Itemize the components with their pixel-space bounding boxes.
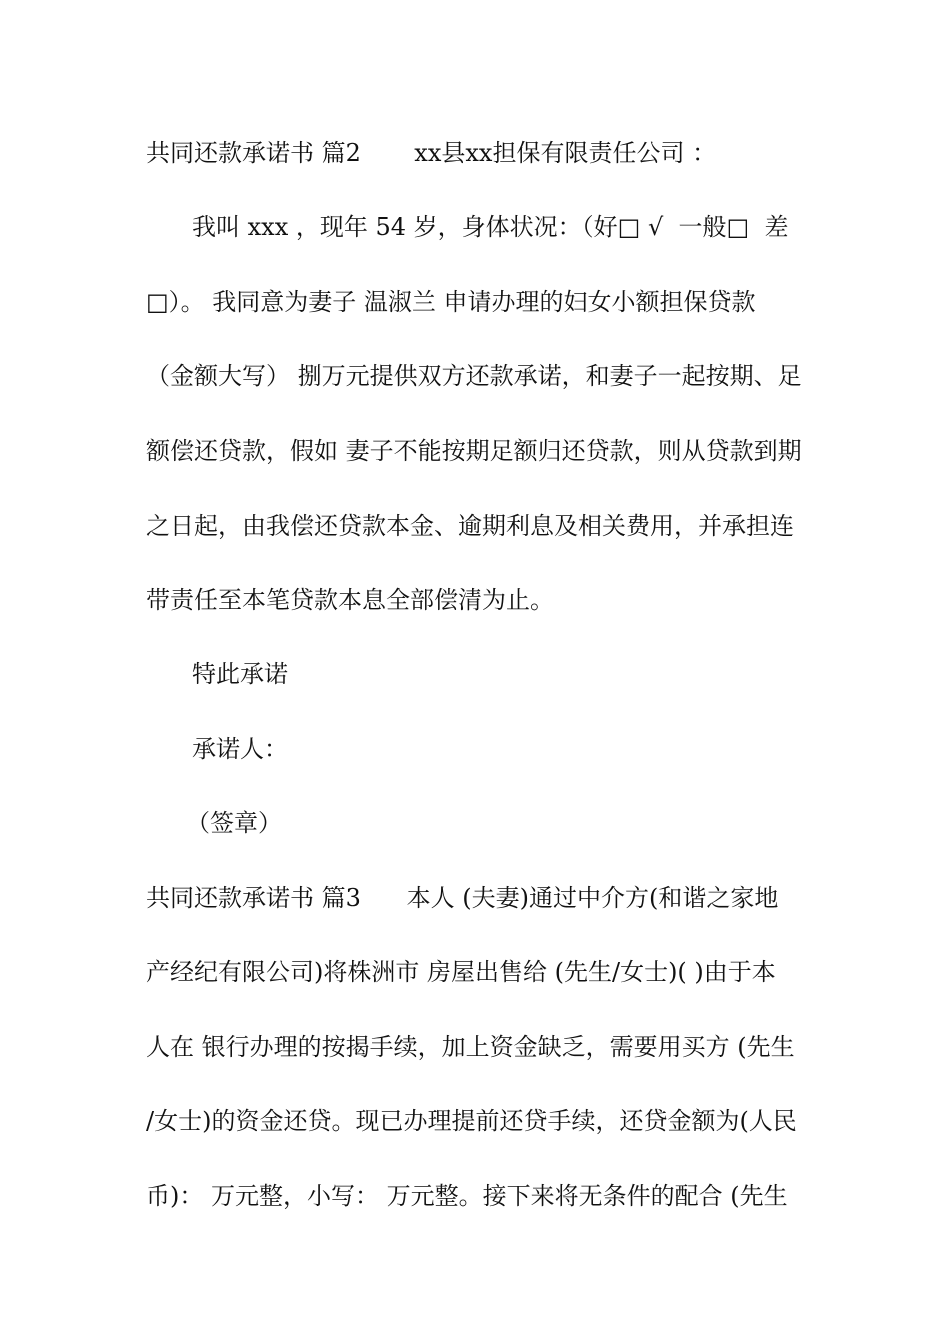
paragraph-line: 带责任至本笔贷款本息全部偿清为止。 xyxy=(146,586,554,614)
seal-label: （签章） xyxy=(186,809,282,837)
paragraph-line: 产经纪有限公司)将株洲市 房屋出售给 (先生/女士)( )由于本 xyxy=(146,958,776,986)
paragraph-line: （金额大写） 捌万元提供双方还款承诺，和妻子一起按期、足 xyxy=(146,362,802,390)
signatory-label: 承诺人： xyxy=(192,735,288,763)
paragraph-line: /女士)的资金还贷。现已办理提前还贷手续，还贷金额为(人民 xyxy=(146,1107,797,1135)
paragraph-line: 人在 银行办理的按揭手续，加上资金缺乏，需要用买方 (先生 xyxy=(146,1033,795,1061)
closing-statement: 特此承诺 xyxy=(192,660,288,688)
paragraph-line: 之日起，由我偿还贷款本金、逾期利息及相关费用，并承担连 xyxy=(146,512,794,540)
paragraph-line: □）。 我同意为妻子 温淑兰 申请办理的妇女小额担保贷款 xyxy=(146,288,756,316)
paragraph-line: 币)： 万元整，小写： 万元整。接下来将无条件的配合 (先生 xyxy=(146,1182,788,1210)
paragraph-line: 额偿还贷款，假如 妻子不能按期足额归还贷款，则从贷款到期 xyxy=(146,437,802,465)
paragraph-line: 我叫 xxx ，现年 54 岁，身体状况：（好□ √ 一般□ 差 xyxy=(192,213,789,241)
heading-commitment-2: 共同还款承诺书 篇2 xx县xx担保有限责任公司 ： xyxy=(146,139,717,167)
heading-commitment-3: 共同还款承诺书 篇3 本人 (夫妻)通过中介方(和谐之家地 xyxy=(146,884,779,912)
